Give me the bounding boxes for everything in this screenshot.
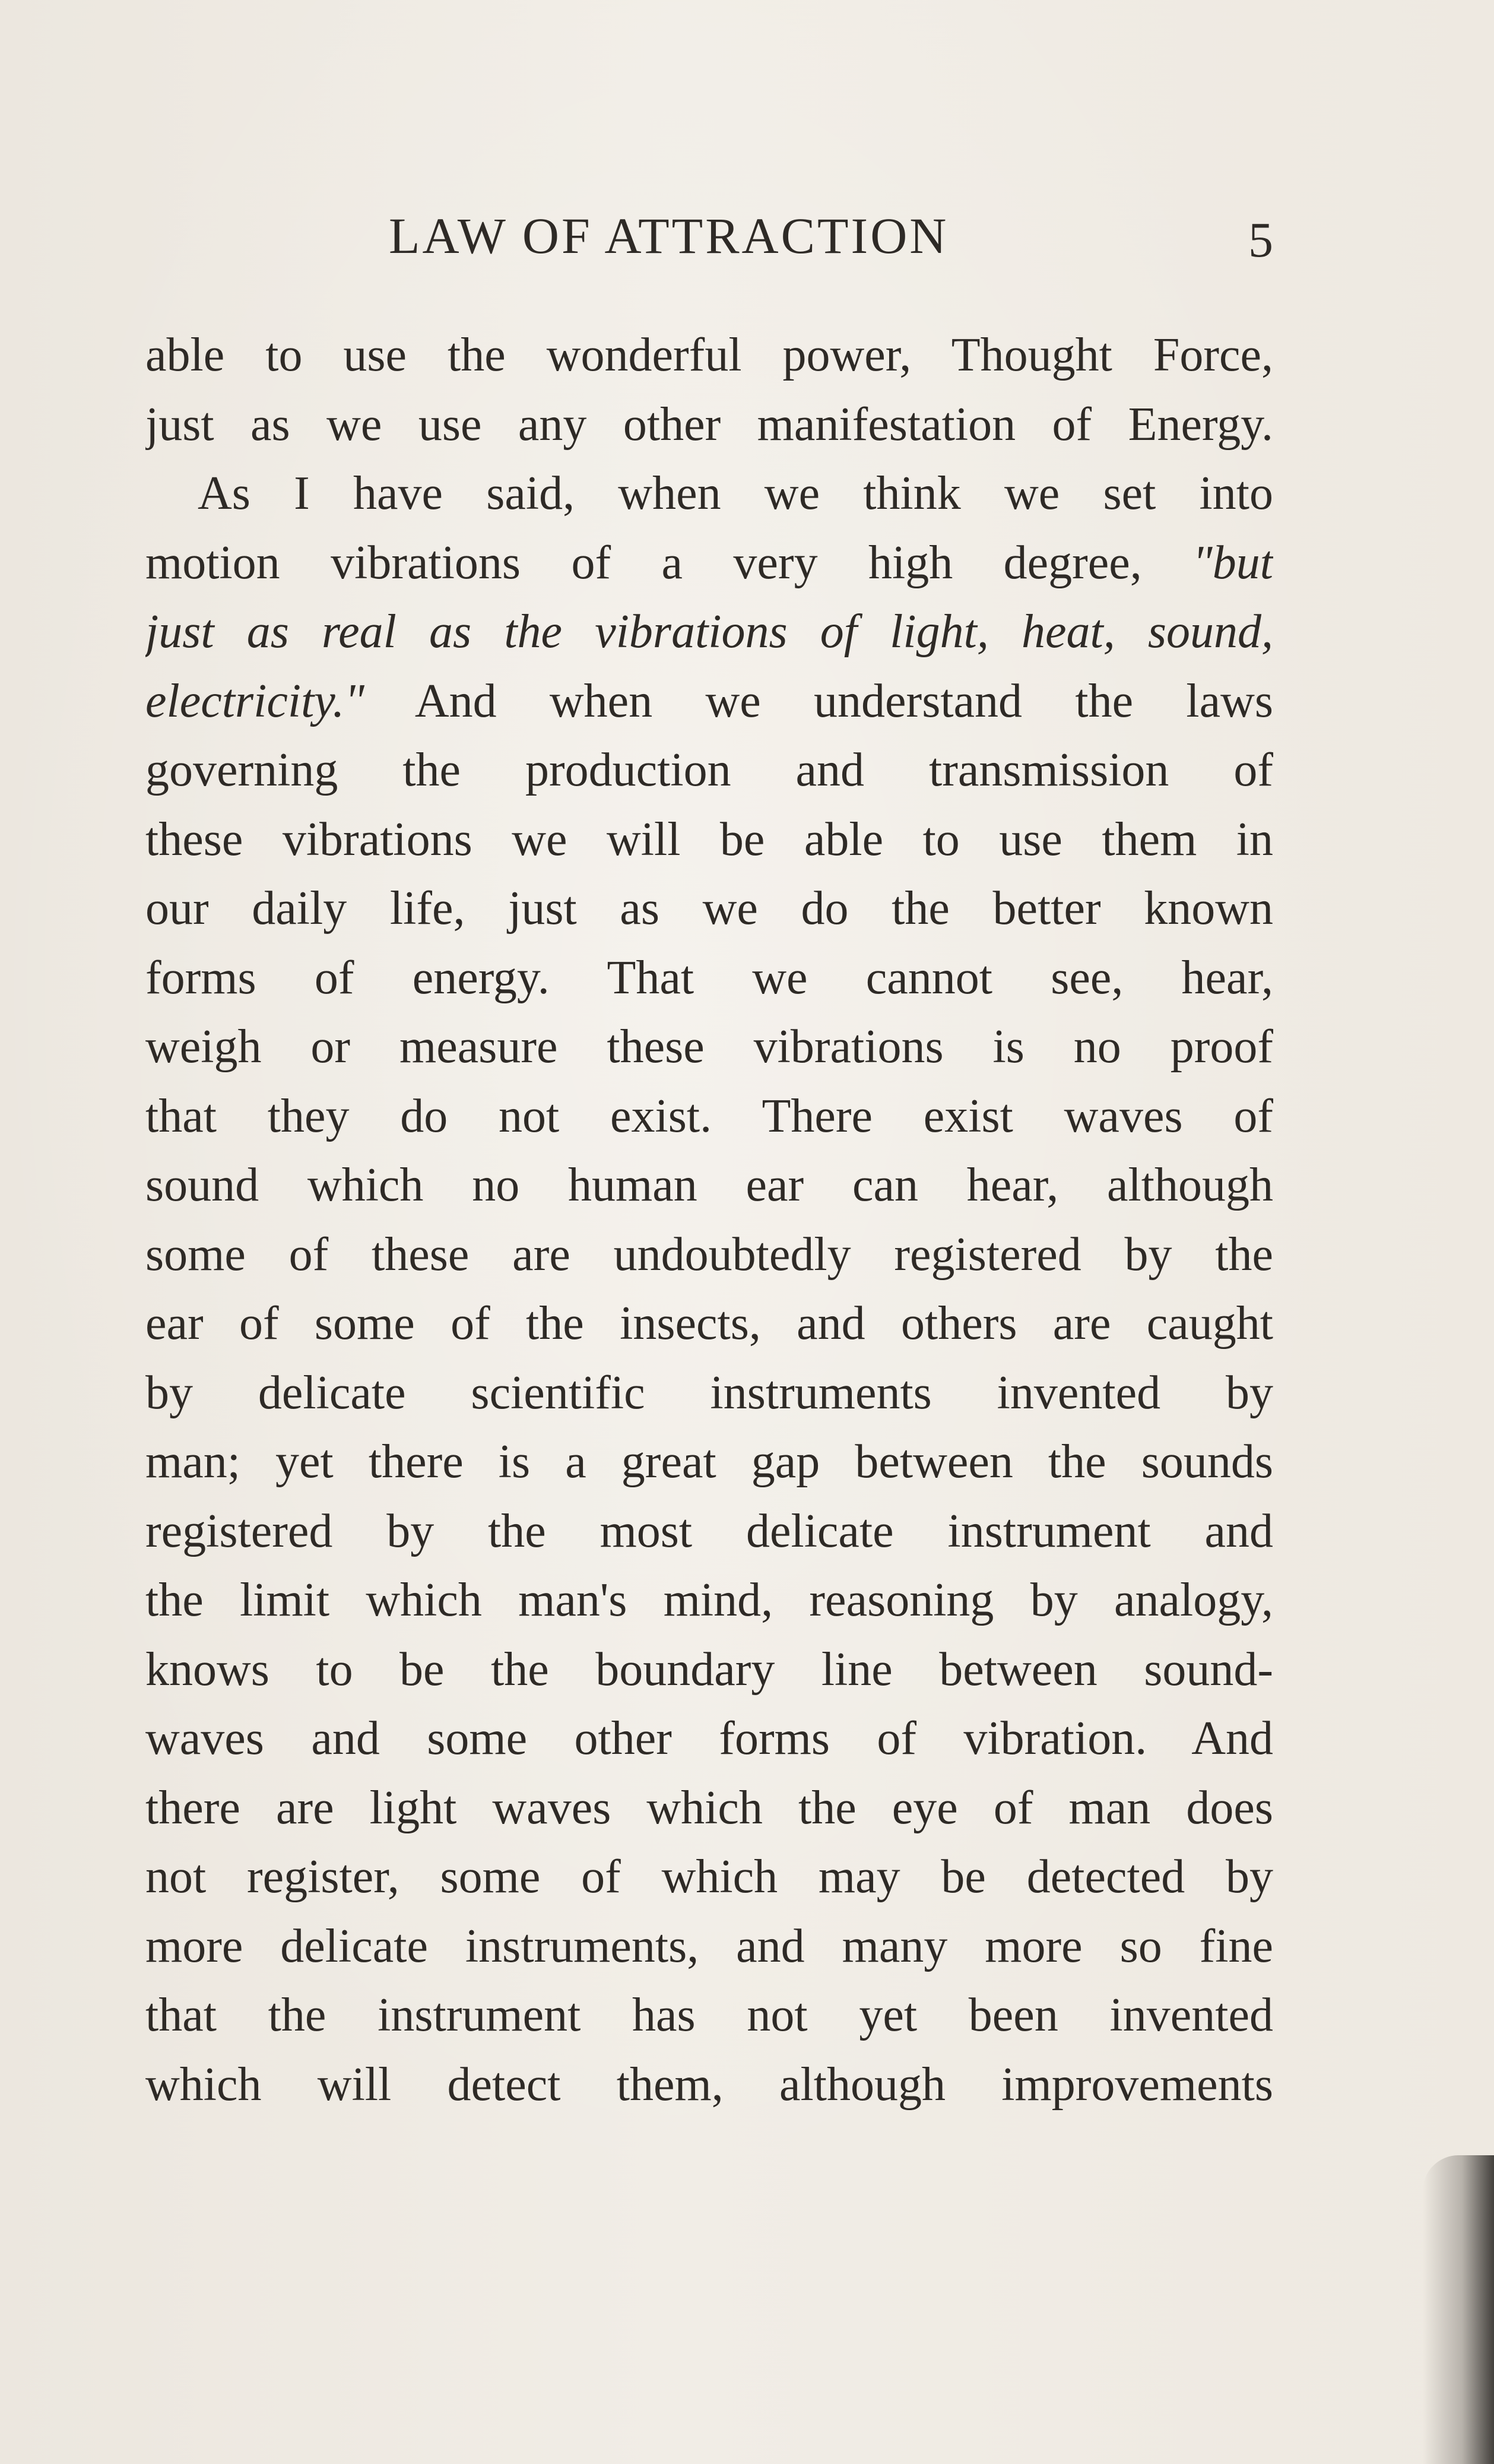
text-line: ear of some of the insects, and others are caught	[145, 1297, 1273, 1350]
text-line: the limit which man's mind, reasoning by analogy,	[145, 1574, 1273, 1626]
text-line: forms of energy. That we cannot see, hear,	[145, 951, 1273, 1004]
text-line: our daily life, just as we do the better known	[145, 882, 1273, 935]
text-line: governing the production and transmission of	[145, 744, 1273, 796]
text-line: able to use the wonderful power, Thought Force,	[145, 329, 1273, 381]
text-line: waves and some other forms of vibration. And	[145, 1712, 1273, 1765]
body-text	[145, 321, 1273, 2119]
paragraph-first-line: As I have said, when we think we set into	[198, 467, 1273, 520]
text-line: there are light waves which the eye of man does	[145, 1781, 1273, 1834]
text-line: which will detect them, although improvements	[145, 2058, 1273, 2111]
text-line: not register, some of which may be detected by	[145, 1851, 1273, 1903]
italic-quote: "but	[1192, 536, 1273, 589]
text-line: sound which no human ear can hear, although	[145, 1159, 1273, 1211]
text-line: electricity." And when we understand the laws	[145, 674, 1273, 727]
italic-quote-line: just as real as the vibrations of light, heat, sound,	[145, 606, 1273, 658]
running-head	[145, 207, 1273, 268]
running-title: LAW OF ATTRACTION	[389, 207, 949, 264]
page-number: 5	[1248, 213, 1273, 268]
text-line: more delicate instruments, and many more so fine	[145, 1920, 1273, 1972]
text-line: just as we use any other manifestation of Energy.	[145, 398, 1273, 451]
text-line: that the instrument has not yet been invented	[145, 1989, 1273, 2041]
text-line: registered by the most delicate instrument and	[145, 1505, 1273, 1557]
text-line: these vibrations we will be able to use them in	[145, 813, 1273, 866]
text-line: knows to be the boundary line between sound-	[145, 1643, 1273, 1696]
italic-quote: electricity."	[145, 674, 364, 727]
text-line: man; yet there is a great gap between the sounds	[145, 1436, 1273, 1488]
page-edge-shadow	[1423, 2155, 1494, 2464]
text-line: that they do not exist. There exist waves of	[145, 1090, 1273, 1142]
text-line: some of these are undoubtedly registered by the	[145, 1228, 1273, 1281]
text-line: motion vibrations of a very high degree, "but	[145, 536, 1273, 589]
text-line: weigh or measure these vibrations is no proof	[145, 1021, 1273, 1073]
text-line: by delicate scientific instruments invented by	[145, 1366, 1273, 1419]
